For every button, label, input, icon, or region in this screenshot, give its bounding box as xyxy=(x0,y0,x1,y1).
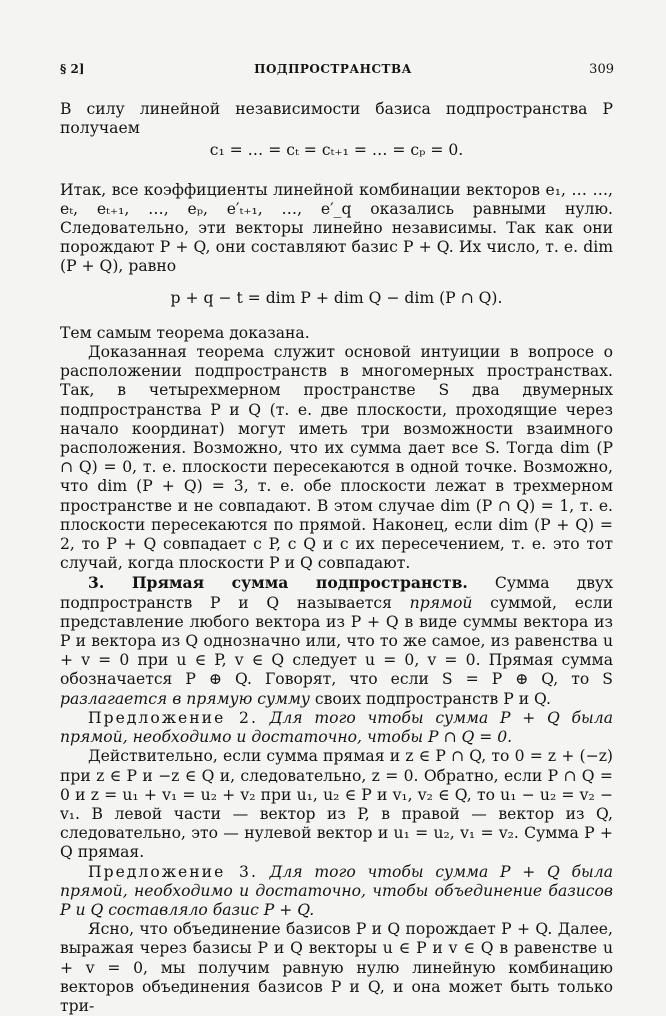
formula-2: p + q − t = dim P + dim Q − dim (P ∩ Q). xyxy=(170,288,503,307)
running-title: ПОДПРОСТРАНСТВА xyxy=(254,62,412,76)
page-number: 309 xyxy=(589,62,614,77)
formula-1: c₁ = … = cₜ = cₜ₊₁ = … = cₚ = 0. xyxy=(209,141,464,160)
paragraph-5-b: суммой, если представление любого вектора из P + Q в виде суммы вектора из P и вектора из Q однозначно или, что то же самое, из равенства u + v = 0 при u ∈ P, v ∈ Q следует u = 0, v = 0. Прямая сумма обозначается P ⊕ Q. Говорят, что если S = P ⊕ Q, то S xyxy=(60,593,613,689)
paragraph-4: Доказанная теорема служит основой интуиции в вопросе о расположении подпространств в многомерных пространствах. Так, в четырехмерном пространстве S два двумерных подпространства P и Q (т. е. две плоскости, проходящие через начало координат) могут иметь три возможности взаимного расположения. Возможно, что их сумма дает все S. Тогда dim (P ∩ Q) = 0, т. е. плоскости пересекаются в одной точке. Возможно, что dim (P + Q) = 3, т. е. обе плоскости лежат в трехмерном пространстве и не совпадают. В этом случае dim (P ∩ Q) = 1, т. е. плоскости пересекаются по прямой. Наконец, если dim (P + Q) = 2, то P + Q совпадает с P, с Q и с их пересечением, т. е. это тот случай, когда плоскости P и Q совпадают. xyxy=(60,343,613,573)
proposition-3-head: Предложение 3. xyxy=(88,862,258,881)
subsection-heading: 3. Прямая сумма подпространств. xyxy=(88,573,468,593)
paragraph-3: Тем самым теорема доказана. xyxy=(60,323,310,342)
paragraph-2: Итак, все коэффициенты линейной комбинации векторов e₁, … …, eₜ, eₜ₊₁, …, eₚ, e′ₜ₊₁, …, e′_q оказались равными нулю. Следовательно, эти векторы линейно независимы. Так как они порождают P + Q, они составляют базис P + Q. Их число, т. е. dim (P + Q), равно xyxy=(60,180,613,276)
paragraph-5 xyxy=(60,573,613,708)
proposition-2-head: Предложение 2. xyxy=(88,708,258,727)
page-body xyxy=(60,100,613,1016)
proposition-3-statement: Для того чтобы сумма P + Q была прямой, необходимо и достаточно, чтобы объединение базисов P и Q составляло базис P + Q. xyxy=(60,862,613,919)
paragraph-9: Ясно, что объединение базисов P и Q порождает P + Q. Далее, выражая через базисы P и Q векторы u ∈ P и v ∈ Q в равенстве u + v = 0, мы получим равную нулю линейную комбинацию векторов объединения базисов P и Q, и она может быть только три- xyxy=(60,920,613,1015)
paragraph-5-a: Сумма двух подпространств P и Q называется xyxy=(60,574,614,612)
term-decomposes: разлагается в прямую сумму xyxy=(60,689,310,708)
section-marker: § 2] xyxy=(60,62,85,76)
proposition-3 xyxy=(60,863,613,921)
term-direct: прямой xyxy=(409,593,473,612)
proposition-2 xyxy=(60,709,613,747)
paragraph-1: В силу линейной независимости базиса подпространства P получаем xyxy=(60,100,613,138)
proposition-2-statement: Для того чтобы сумма P + Q была прямой, необходимо и достаточно, чтобы P ∩ Q = 0. xyxy=(60,708,613,747)
paragraph-7: Действительно, если сумма прямая и z ∈ P ∩ Q, то 0 = z + (−z) при z ∈ P и −z ∈ Q и, следовательно, z = 0. Обратно, если P ∩ Q = 0 и z = u₁ + v₁ = u₂ + v₂ при u₁, u₂ ∈ P и v₁, v₂ ∈ Q, то u₁ − u₂ = v₂ − v₁. В левой части — вектор из P, в правой — вектор из Q, следовательно, это — нулевой вектор и u₁ = u₂, v₁ = v₂. Сумма P + Q прямая. xyxy=(60,747,613,862)
paragraph-5-c: своих подпространств P и Q. xyxy=(314,689,552,708)
